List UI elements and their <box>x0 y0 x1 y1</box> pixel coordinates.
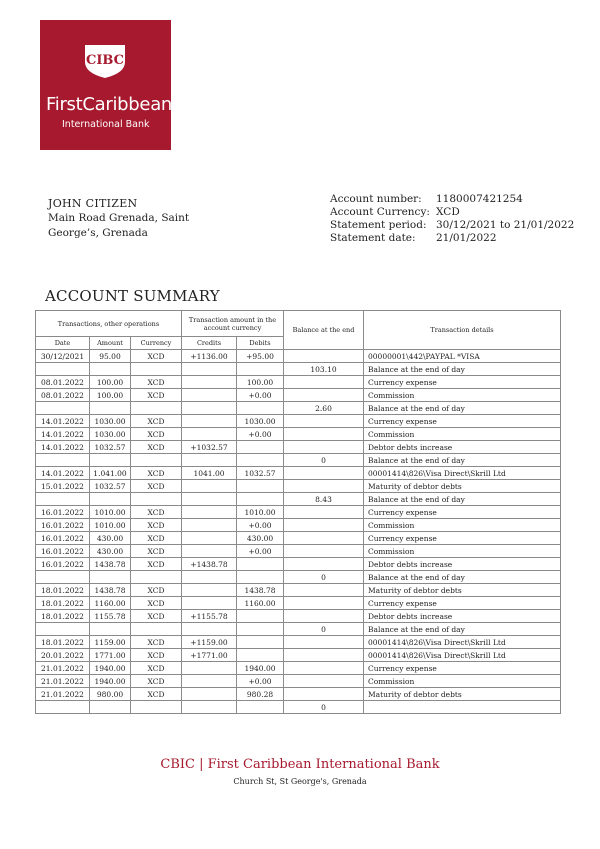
cell-balance <box>284 688 364 701</box>
cell-currency: XCD <box>131 506 182 519</box>
cell-credits <box>182 675 237 688</box>
column-header-credits: Credits <box>182 337 237 350</box>
cell-amount: 1.041.00 <box>90 467 131 480</box>
table-row <box>36 350 561 363</box>
cell-credits <box>182 415 237 428</box>
cell-date: 14.01.2022 <box>36 428 90 441</box>
cell-details: Balance at the end of day <box>364 493 561 506</box>
cell-date <box>36 571 90 584</box>
cell-debits: 1940.00 <box>237 662 284 675</box>
cell-details: Commission <box>364 389 561 402</box>
table-row <box>36 597 561 610</box>
cell-amount <box>90 454 131 467</box>
cell-details: Commission <box>364 675 561 688</box>
cell-balance <box>284 636 364 649</box>
statement-date-row <box>330 232 574 245</box>
cell-details: Maturity of debtor debts <box>364 480 561 493</box>
cell-debits <box>237 441 284 454</box>
cell-debits: 1010.00 <box>237 506 284 519</box>
cell-amount: 1032.57 <box>90 480 131 493</box>
statement-period-label: Statement period: <box>330 219 427 231</box>
cell-date: 30/12/2021 <box>36 350 90 363</box>
cell-debits <box>237 571 284 584</box>
cell-date <box>36 402 90 415</box>
cell-debits <box>237 610 284 623</box>
cell-balance <box>284 649 364 662</box>
group-header-amount: Transaction amount in the account currency <box>182 311 284 337</box>
table-row <box>36 649 561 662</box>
cell-currency: XCD <box>131 480 182 493</box>
cell-amount: 100.00 <box>90 376 131 389</box>
cell-debits: 1030.00 <box>237 415 284 428</box>
cell-amount: 1771.00 <box>90 649 131 662</box>
cell-balance <box>284 662 364 675</box>
cell-details: Debtor debts increase <box>364 441 561 454</box>
table-row <box>36 402 561 415</box>
cell-credits <box>182 584 237 597</box>
account-info <box>330 193 574 245</box>
cell-amount <box>90 623 131 636</box>
table-row <box>36 584 561 597</box>
cell-date: 14.01.2022 <box>36 467 90 480</box>
cell-debits <box>237 493 284 506</box>
account-currency-row <box>330 206 574 219</box>
cell-balance: 103.10 <box>284 363 364 376</box>
cell-balance <box>284 558 364 571</box>
cell-balance <box>284 350 364 363</box>
cell-credits <box>182 623 237 636</box>
cell-date: 16.01.2022 <box>36 506 90 519</box>
cell-currency: XCD <box>131 376 182 389</box>
cell-currency: XCD <box>131 467 182 480</box>
cell-credits <box>182 662 237 675</box>
cell-credits <box>182 363 237 376</box>
cell-amount: 1159.00 <box>90 636 131 649</box>
cell-details: Currency expense <box>364 376 561 389</box>
cell-balance <box>284 441 364 454</box>
cell-currency <box>131 363 182 376</box>
cell-currency <box>131 623 182 636</box>
cell-date: 21.01.2022 <box>36 688 90 701</box>
cell-date: 16.01.2022 <box>36 558 90 571</box>
cell-currency: XCD <box>131 415 182 428</box>
cell-details: Balance at the end of day <box>364 623 561 636</box>
cell-amount: 1155.78 <box>90 610 131 623</box>
cell-debits: +0.00 <box>237 428 284 441</box>
cell-details: Debtor debts increase <box>364 610 561 623</box>
cell-debits: +0.00 <box>237 675 284 688</box>
cell-date <box>36 701 90 714</box>
cell-details: Commission <box>364 519 561 532</box>
cell-balance <box>284 519 364 532</box>
cell-balance <box>284 467 364 480</box>
cell-debits <box>237 363 284 376</box>
cell-details: 00001414\826\Visa Direct\Skrill Ltd <box>364 636 561 649</box>
cell-date: 08.01.2022 <box>36 389 90 402</box>
cell-details: 00001414\826\Visa Direct\Skrill Ltd <box>364 467 561 480</box>
cell-credits <box>182 428 237 441</box>
cell-balance <box>284 584 364 597</box>
cell-currency <box>131 493 182 506</box>
cell-currency: XCD <box>131 389 182 402</box>
cell-date <box>36 493 90 506</box>
cell-details: Maturity of debtor debts <box>364 584 561 597</box>
cell-credits <box>182 688 237 701</box>
cell-balance <box>284 376 364 389</box>
cell-credits: +1771.00 <box>182 649 237 662</box>
cell-debits: +0.00 <box>237 519 284 532</box>
table-row <box>36 636 561 649</box>
cell-amount <box>90 493 131 506</box>
cell-debits <box>237 402 284 415</box>
cell-currency: XCD <box>131 610 182 623</box>
cell-credits <box>182 493 237 506</box>
cell-amount <box>90 701 131 714</box>
cell-date <box>36 363 90 376</box>
cell-debits: 100.00 <box>237 376 284 389</box>
cell-date: 18.01.2022 <box>36 636 90 649</box>
table-row <box>36 545 561 558</box>
table-row <box>36 454 561 467</box>
cell-details: Commission <box>364 545 561 558</box>
cell-balance <box>284 610 364 623</box>
cell-credits: +1438.78 <box>182 558 237 571</box>
cell-date: 18.01.2022 <box>36 584 90 597</box>
cell-debits: +95.00 <box>237 350 284 363</box>
cell-currency: XCD <box>131 688 182 701</box>
cell-currency: XCD <box>131 545 182 558</box>
table-row <box>36 363 561 376</box>
table-row <box>36 701 561 714</box>
cell-debits <box>237 636 284 649</box>
cell-debits <box>237 649 284 662</box>
account-currency-value: XCD <box>436 206 460 218</box>
cell-balance <box>284 675 364 688</box>
cell-balance: 0 <box>284 454 364 467</box>
cell-balance: 0 <box>284 701 364 714</box>
cell-details: Commission <box>364 428 561 441</box>
cell-credits <box>182 532 237 545</box>
cell-currency: XCD <box>131 636 182 649</box>
customer-address-line2: George’s, Grenada <box>48 227 148 239</box>
cell-date: 18.01.2022 <box>36 610 90 623</box>
header-balance: Balance at the end <box>284 311 364 350</box>
cell-amount: 1160.00 <box>90 597 131 610</box>
cell-balance: 8.43 <box>284 493 364 506</box>
cell-amount: 980.00 <box>90 688 131 701</box>
cell-date: 16.01.2022 <box>36 532 90 545</box>
cell-currency <box>131 701 182 714</box>
cell-credits <box>182 545 237 558</box>
cell-balance <box>284 532 364 545</box>
cell-debits: +0.00 <box>237 545 284 558</box>
cell-credits: +1155.78 <box>182 610 237 623</box>
cell-details: Currency expense <box>364 662 561 675</box>
cell-credits: 1041.00 <box>182 467 237 480</box>
cell-details: Balance at the end of day <box>364 454 561 467</box>
cell-amount: 100.00 <box>90 389 131 402</box>
cell-amount: 1940.00 <box>90 675 131 688</box>
cell-balance <box>284 545 364 558</box>
cell-debits <box>237 480 284 493</box>
cell-details: Maturity of debtor debts <box>364 688 561 701</box>
cell-credits <box>182 506 237 519</box>
column-header-currency: Currency <box>131 337 182 350</box>
cell-currency: XCD <box>131 350 182 363</box>
transactions-table <box>35 310 561 714</box>
cell-debits <box>237 558 284 571</box>
table-row <box>36 376 561 389</box>
footer-title: CBIC | First Caribbean International Bank <box>160 757 440 772</box>
statement-period-value: 30/12/2021 to 21/01/2022 <box>436 219 575 231</box>
cell-currency: XCD <box>131 584 182 597</box>
logo-name: FirstCaribbean <box>46 94 173 115</box>
table-row <box>36 441 561 454</box>
cibc-seal-icon <box>83 40 127 80</box>
customer-address-line1: Main Road Grenada, Saint <box>48 212 190 224</box>
account-currency-label: Account Currency: <box>330 206 430 218</box>
table-row <box>36 571 561 584</box>
cell-date: 08.01.2022 <box>36 376 90 389</box>
statement-date-value: 21/01/2022 <box>436 232 497 244</box>
column-header-amount: Amount <box>90 337 131 350</box>
transactions-body <box>36 350 561 714</box>
cell-debits: 1438.78 <box>237 584 284 597</box>
table-row <box>36 519 561 532</box>
cell-date: 16.01.2022 <box>36 519 90 532</box>
cell-credits <box>182 389 237 402</box>
cell-details: Balance at the end of day <box>364 363 561 376</box>
cell-details: Currency expense <box>364 506 561 519</box>
cell-currency: XCD <box>131 441 182 454</box>
account-number-label: Account number: <box>330 193 422 205</box>
cell-amount: 1030.00 <box>90 428 131 441</box>
cell-amount: 430.00 <box>90 545 131 558</box>
cell-amount <box>90 571 131 584</box>
cell-date <box>36 623 90 636</box>
cell-amount: 1438.78 <box>90 558 131 571</box>
cell-currency: XCD <box>131 532 182 545</box>
column-header-debits: Debits <box>237 337 284 350</box>
table-row <box>36 662 561 675</box>
cell-credits <box>182 571 237 584</box>
cell-details: Currency expense <box>364 597 561 610</box>
cell-details: 00001414\826\Visa Direct\Skrill Ltd <box>364 649 561 662</box>
cell-details: Balance at the end of day <box>364 402 561 415</box>
table-row <box>36 623 561 636</box>
cell-amount: 1030.00 <box>90 415 131 428</box>
cell-credits <box>182 454 237 467</box>
cell-credits <box>182 402 237 415</box>
cell-balance <box>284 428 364 441</box>
group-header-transactions: Transactions, other operations <box>36 311 182 337</box>
cell-amount: 1010.00 <box>90 519 131 532</box>
logo-short: CIBC <box>85 53 125 68</box>
cell-date: 20.01.2022 <box>36 649 90 662</box>
customer-name: JOHN CITIZEN <box>48 197 138 210</box>
cell-credits <box>182 376 237 389</box>
cell-date: 14.01.2022 <box>36 441 90 454</box>
table-row <box>36 493 561 506</box>
cell-credits: +1032.57 <box>182 441 237 454</box>
cell-date: 21.01.2022 <box>36 675 90 688</box>
column-header-date: Date <box>36 337 90 350</box>
summary-title: ACCOUNT SUMMARY <box>45 287 220 305</box>
table-row <box>36 506 561 519</box>
cell-currency <box>131 571 182 584</box>
table-row <box>36 610 561 623</box>
account-number-value: 1180007421254 <box>436 193 523 205</box>
customer-block <box>48 196 189 241</box>
cell-date: 21.01.2022 <box>36 662 90 675</box>
logo-subtitle: International Bank <box>62 119 150 130</box>
table-row <box>36 480 561 493</box>
footer-address: Church St, St George's, Grenada <box>233 777 367 786</box>
cell-debits <box>237 701 284 714</box>
cell-balance <box>284 389 364 402</box>
cell-date: 15.01.2022 <box>36 480 90 493</box>
table-row <box>36 467 561 480</box>
cell-date: 18.01.2022 <box>36 597 90 610</box>
cell-details: Currency expense <box>364 532 561 545</box>
cell-debits: 1032.57 <box>237 467 284 480</box>
cell-credits: +1136.00 <box>182 350 237 363</box>
cell-currency: XCD <box>131 428 182 441</box>
cell-currency: XCD <box>131 675 182 688</box>
cell-balance <box>284 506 364 519</box>
cell-details: Currency expense <box>364 415 561 428</box>
table-row <box>36 415 561 428</box>
cell-balance: 0 <box>284 623 364 636</box>
cell-amount <box>90 402 131 415</box>
cell-balance <box>284 480 364 493</box>
cell-balance: 0 <box>284 571 364 584</box>
cell-credits <box>182 701 237 714</box>
table-row <box>36 675 561 688</box>
cell-credits <box>182 519 237 532</box>
header-details: Transaction details <box>364 311 561 350</box>
cell-credits: +1159.00 <box>182 636 237 649</box>
statement-date-label: Statement date: <box>330 232 416 244</box>
cell-credits <box>182 597 237 610</box>
account-number-row <box>330 193 574 206</box>
bank-logo <box>40 20 171 150</box>
table-row <box>36 389 561 402</box>
cell-debits <box>237 623 284 636</box>
cell-currency: XCD <box>131 558 182 571</box>
cell-currency: XCD <box>131 519 182 532</box>
cell-currency <box>131 454 182 467</box>
cell-amount: 95.00 <box>90 350 131 363</box>
cell-currency: XCD <box>131 662 182 675</box>
cell-amount: 1940.00 <box>90 662 131 675</box>
cell-date <box>36 454 90 467</box>
cell-debits: 980.28 <box>237 688 284 701</box>
cell-debits: +0.00 <box>237 389 284 402</box>
cell-amount: 1010.00 <box>90 506 131 519</box>
cell-details: Debtor debts increase <box>364 558 561 571</box>
table-row <box>36 558 561 571</box>
cell-debits: 1160.00 <box>237 597 284 610</box>
table-row <box>36 688 561 701</box>
cell-amount <box>90 363 131 376</box>
cell-balance <box>284 415 364 428</box>
cell-currency: XCD <box>131 649 182 662</box>
cell-credits <box>182 480 237 493</box>
cell-balance <box>284 597 364 610</box>
cell-amount: 430.00 <box>90 532 131 545</box>
cell-debits: 430.00 <box>237 532 284 545</box>
cell-amount: 1438.78 <box>90 584 131 597</box>
cell-debits <box>237 454 284 467</box>
cell-date: 14.01.2022 <box>36 415 90 428</box>
cell-date: 16.01.2022 <box>36 545 90 558</box>
cell-currency: XCD <box>131 597 182 610</box>
statement-period-row <box>330 219 574 232</box>
cell-amount: 1032.57 <box>90 441 131 454</box>
cell-currency <box>131 402 182 415</box>
cell-details: Balance at the end of day <box>364 571 561 584</box>
table-row <box>36 532 561 545</box>
cell-balance: 2.60 <box>284 402 364 415</box>
cell-details <box>364 701 561 714</box>
cell-details: 00000001\442\PAYPAL *VISA <box>364 350 561 363</box>
table-row <box>36 428 561 441</box>
